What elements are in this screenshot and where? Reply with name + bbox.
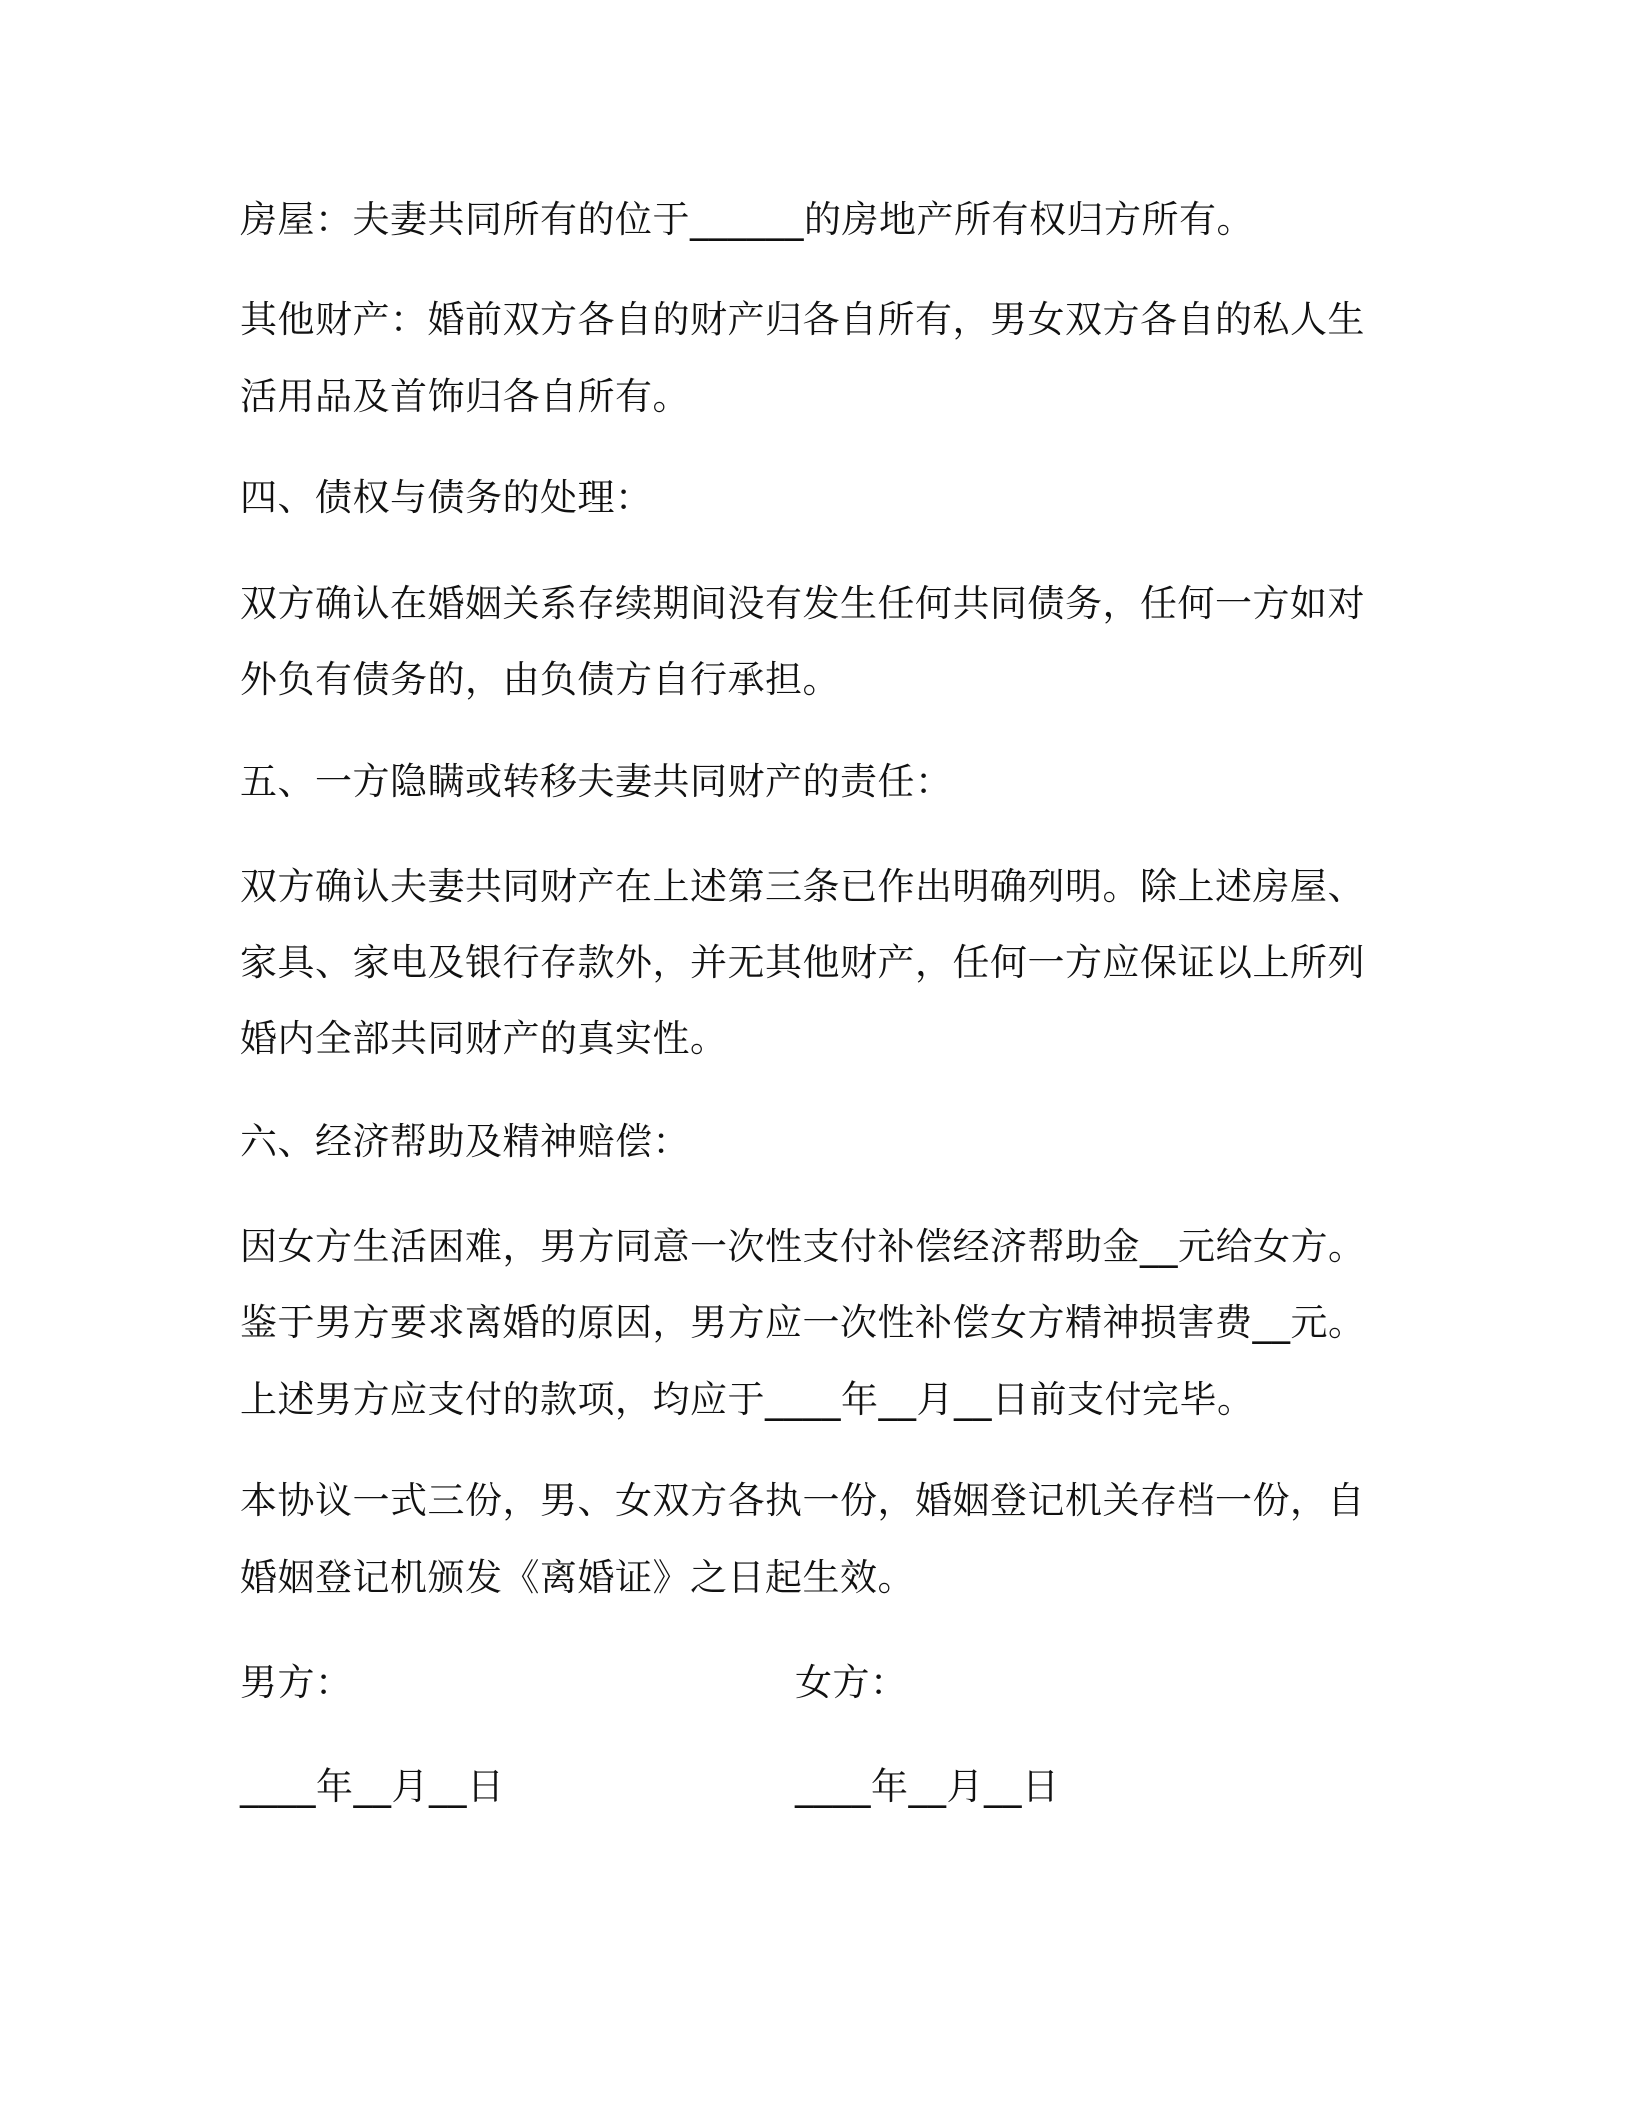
section-4-heading: 四、债权与债务的处理： <box>240 476 653 519</box>
female-signature-date: ____年__月__日 <box>795 1765 1060 1808</box>
section-6-heading: 六、经济帮助及精神赔偿： <box>240 1120 690 1163</box>
closing-line-2: 婚姻登记机颁发《离婚证》之日起生效。 <box>240 1556 915 1599</box>
section-6-body-line-2: 鉴于男方要求离婚的原因，男方应一次性补偿女方精神损害费__元。 <box>240 1301 1366 1344</box>
section-5-heading: 五、一方隐瞒或转移夫妻共同财产的责任： <box>240 760 953 803</box>
section-6-body-line-3: 上述男方应支付的款项，均应于____年__月__日前支付完毕。 <box>240 1378 1255 1421</box>
closing-line-1: 本协议一式三份，男、女双方各执一份，婚姻登记机关存档一份，自 <box>240 1479 1365 1522</box>
male-signature-label: 男方： <box>240 1661 353 1704</box>
female-signature-label: 女方： <box>795 1661 908 1704</box>
section-5-body-line-1: 双方确认夫妻共同财产在上述第三条已作出明确列明。除上述房屋、 <box>240 865 1365 908</box>
male-signature-date: ____年__月__日 <box>240 1765 505 1808</box>
other-property-line-2: 活用品及首饰归各自所有。 <box>240 375 690 418</box>
other-property-line-1: 其他财产：婚前双方各自的财产归各自所有，男女双方各自的私人生 <box>240 298 1365 341</box>
house-paragraph: 房屋：夫妻共同所有的位于______的房地产所有权归方所有。 <box>240 198 1254 241</box>
section-6-body-line-1: 因女方生活困难，男方同意一次性支付补偿经济帮助金__元给女方。 <box>240 1225 1366 1268</box>
section-4-body-line-1: 双方确认在婚姻关系存续期间没有发生任何共同债务，任何一方如对 <box>240 582 1365 625</box>
section-4-body-line-2: 外负有债务的，由负债方自行承担。 <box>240 658 840 701</box>
section-5-body-line-3: 婚内全部共同财产的真实性。 <box>240 1017 728 1060</box>
section-5-body-line-2: 家具、家电及银行存款外，并无其他财产，任何一方应保证以上所列 <box>240 941 1365 984</box>
